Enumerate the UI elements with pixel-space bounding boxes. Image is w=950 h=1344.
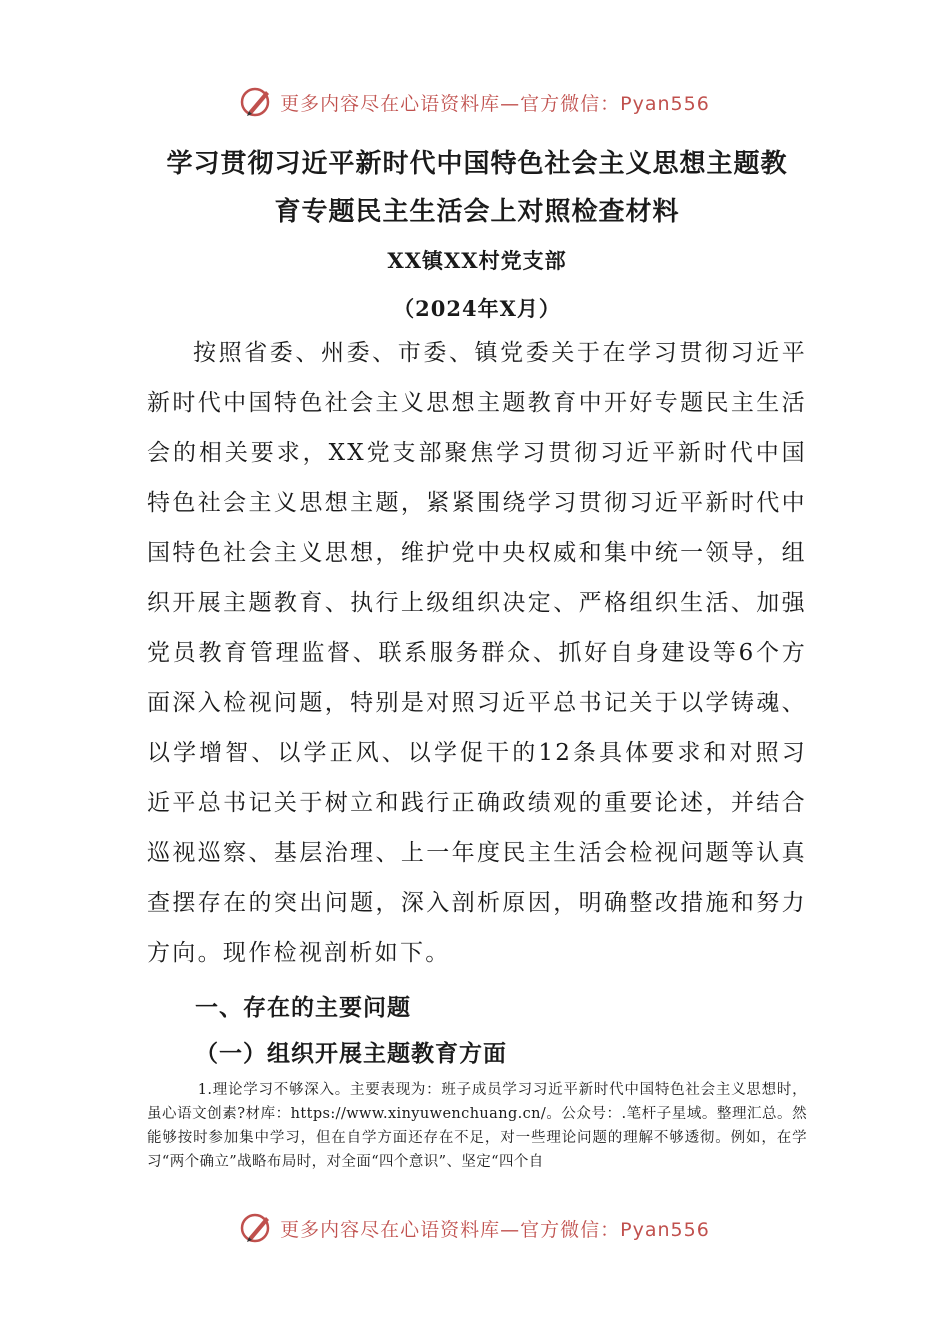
document-body xyxy=(147,140,807,1174)
item-paragraph: 1.理论学习不够深入。主要表现为：班子成员学习习近平新时代中国特色社会主义思想时，虽心语文创素?材库：https://www.xinyuwenchuang.cn/。公众号：.笔杆子星域。整理汇总。然能够按时参加集中学习，但在自学方面还存在不足，对一些理论问题的理解不够透彻。例如，在学习“两个确立”战略布局时，对全面“四个意识”、坚定“四个自 xyxy=(147,1082,807,1170)
intro-paragraph: 按照省委、州委、市委、镇党委关于在学习贯彻习近平新时代中国特色社会主义思想主题教育中开好专题民主生活会的相关要求，XX党支部聚焦学习贯彻习近平新时代中国特色社会主义思想主题，紧紧围绕学习贯彻习近平新时代中国特色社会主义思想，维护党中央权威和集中统一领导，组织开展主题教育、执行上级组织决定、严格组织生活、加强党员教育管理监督、联系服务群众、抓好自身建设等6个方面深入检视问题，特别是对照习近平总书记关于以学铸魂、以学增智、以学正风、以学促干的12条具体要求和对照习近平总书记关于树立和践行正确政绩观的重要论述，并结合巡视巡察、基层治理、上一年度民主生活会检视问题等认真查摆存在的突出问题，深入剖析原因，明确整改措施和努力方向。现作检视剖析如下。 xyxy=(147,340,807,966)
banner-text: 更多内容尽在心语资料库—官方微信：Pyan556 xyxy=(280,1218,710,1241)
organization-name: XX镇XX村党支部 xyxy=(387,248,567,273)
document-title-line-1: 学习贯彻习近平新时代中国特色社会主义思想主题教 xyxy=(166,149,788,179)
banner-text: 更多内容尽在心语资料库—官方微信：Pyan556 xyxy=(280,92,710,115)
document-date: （2024年X月） xyxy=(393,296,561,321)
document-title-line-2: 育专题民主生活会上对照检查材料 xyxy=(274,197,680,227)
header-watermark-banner xyxy=(0,82,950,122)
footer-watermark-banner xyxy=(0,1208,950,1248)
subsection-heading: （一）组织开展主题教育方面 xyxy=(195,1040,507,1067)
pen-logo-icon xyxy=(240,1211,274,1245)
section-heading: 一、存在的主要问题 xyxy=(195,994,411,1021)
pen-logo-icon xyxy=(240,85,274,119)
